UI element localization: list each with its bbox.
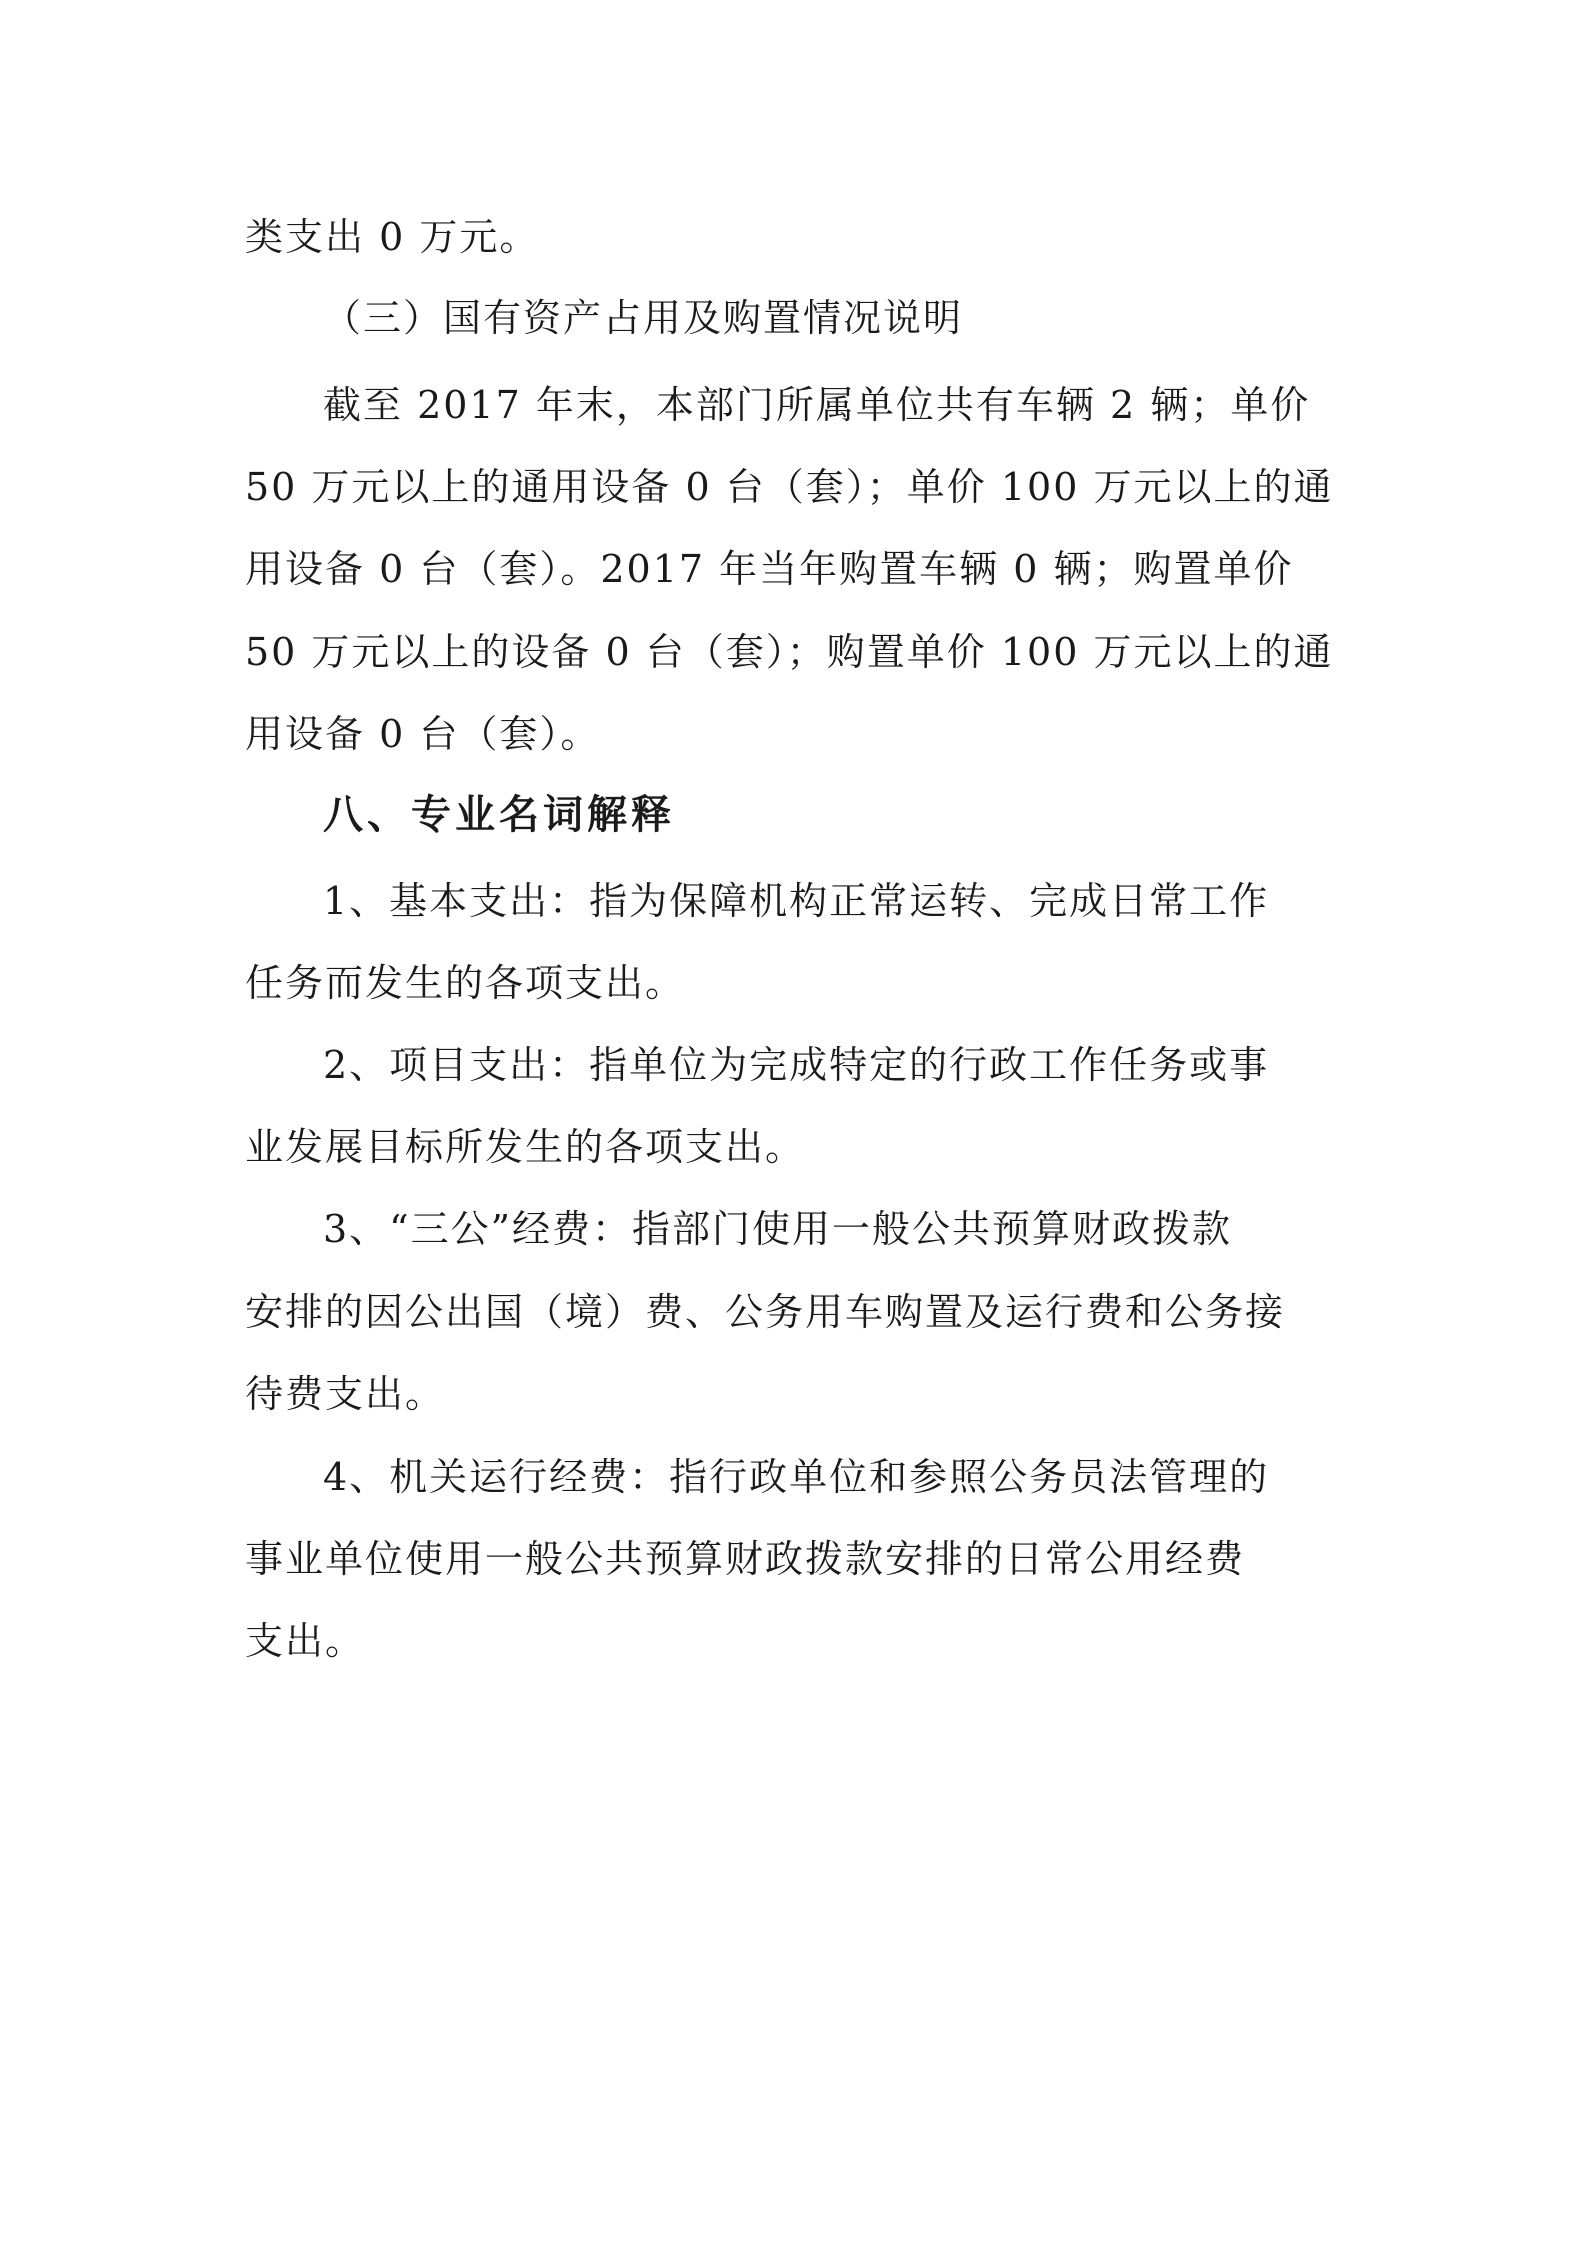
section-subheading-assets: （三）国有资产占用及购置情况说明 (323, 296, 964, 340)
glossary-item-3-line-3: 待费支出。 (245, 1372, 446, 1416)
glossary-item-1-line-2: 任务而发生的各项支出。 (245, 961, 686, 1005)
text-line-expense-continuation: 类支出 0 万元。 (245, 215, 540, 259)
glossary-item-1-line-1: 1、基本支出：指为保障机构正常运转、完成日常工作 (323, 879, 1270, 923)
section-heading-glossary: 八、专业名词解释 (323, 792, 675, 838)
glossary-item-4-line-3: 支出。 (245, 1619, 366, 1663)
glossary-item-4-line-2: 事业单位使用一般公共预算财政拨款安排的日常公用经费 (245, 1537, 1246, 1581)
text-line-assets-3: 用设备 0 台（套）。2017 年当年购置车辆 0 辆；购置单价 (245, 547, 1294, 591)
text-line-assets-4: 50 万元以上的设备 0 台（套）；购置单价 100 万元以上的通 (245, 630, 1334, 674)
glossary-item-2-line-1: 2、项目支出：指单位为完成特定的行政工作任务或事 (323, 1043, 1270, 1087)
glossary-item-2-line-2: 业发展目标所发生的各项支出。 (245, 1125, 806, 1169)
text-line-assets-5: 用设备 0 台（套）。 (245, 712, 601, 756)
text-line-assets-2: 50 万元以上的通用设备 0 台（套）；单价 100 万元以上的通 (245, 465, 1334, 509)
text-line-assets-1: 截至 2017 年末，本部门所属单位共有车辆 2 辆；单价 (323, 383, 1311, 427)
glossary-item-4-line-1: 4、机关运行经费：指行政单位和参照公务员法管理的 (323, 1455, 1270, 1499)
glossary-item-3-line-1: 3、“三公”经费：指部门使用一般公共预算财政拨款 (323, 1207, 1233, 1251)
glossary-item-3-line-2: 安排的因公出国（境）费、公务用车购置及运行费和公务接 (245, 1290, 1286, 1334)
